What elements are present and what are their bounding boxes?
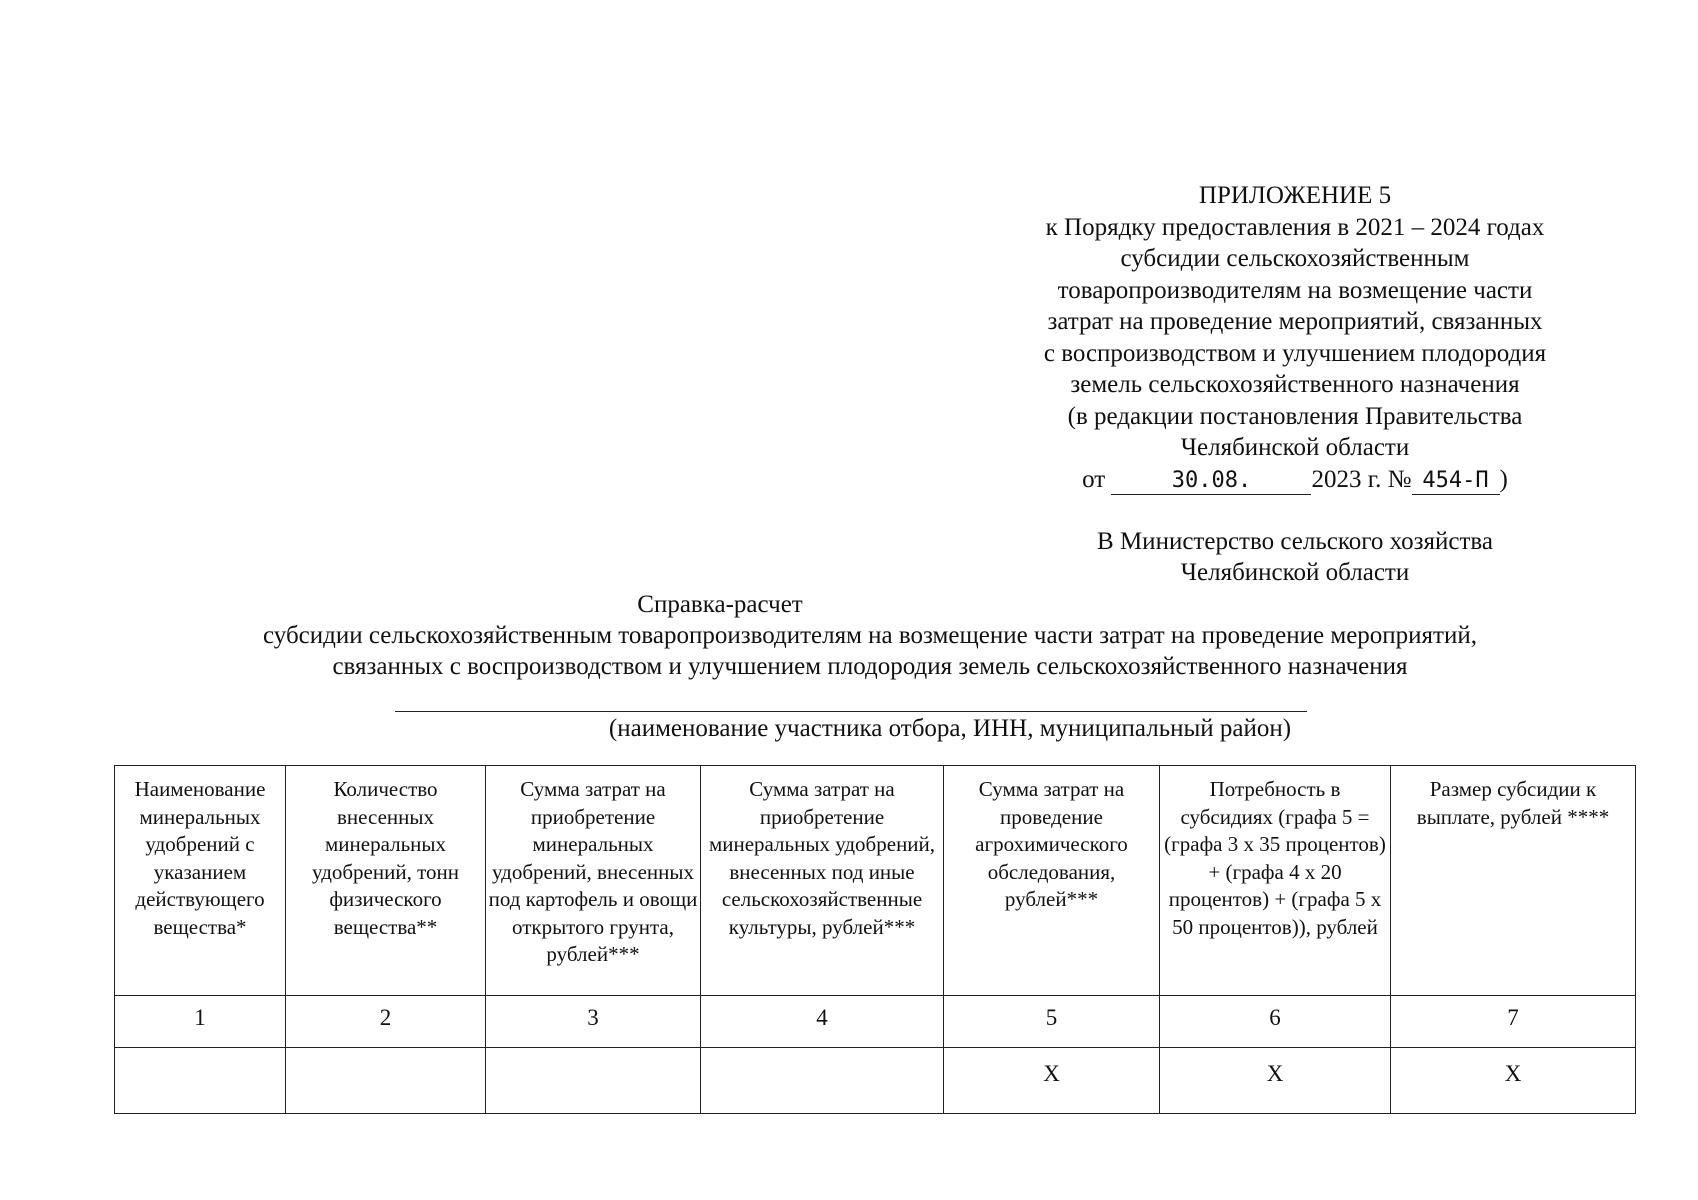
- table-row: [115, 1048, 1636, 1114]
- document-subtitle-line: субсидии сельскохозяйственным товаропроизводителям на возмещение части затрат на проведение мероприятий,: [263, 622, 1477, 649]
- table-cell: Х: [944, 1048, 1160, 1114]
- column-number: 6: [1160, 996, 1391, 1048]
- resolution-date-field: 30.08.: [1111, 468, 1311, 495]
- appendix-line: товаропроизводителям на возмещение части: [1057, 276, 1533, 304]
- participant-caption: (наименование участника отбора, ИНН, муниципальный район): [608, 715, 1292, 742]
- appendix-line: к Порядку предоставления в 2021 – 2024 годах: [1045, 213, 1545, 241]
- appendix-line: с воспроизводством и улучшением плодородия: [1043, 339, 1547, 367]
- column-number: 7: [1391, 996, 1636, 1048]
- column-header: Количество внесенных минеральных удобрений, тонн физического вещества**: [286, 766, 486, 996]
- resolution-date-line: [985, 464, 1605, 496]
- document-subtitle-line: связанных с воспроизводством и улучшением плодородия земель сельскохозяйственного назначения: [332, 653, 1408, 680]
- column-header: Наименование минеральных удобрений с указанием действующего вещества*: [115, 766, 286, 996]
- appendix-line: субсидии сельскохозяйственным: [1120, 245, 1470, 272]
- appendix-line: Челябинской области: [1180, 434, 1410, 461]
- appendix-title: ПРИЛОЖЕНИЕ 5: [1198, 182, 1392, 209]
- document-title: Справка-расчет: [637, 591, 803, 618]
- addressee-line: В Министерство сельского хозяйства: [1097, 528, 1493, 555]
- column-header: Сумма затрат на приобретение минеральных удобрений, внесенных под иные сельскохозяйственные культуры, рублей***: [701, 766, 944, 996]
- column-header: Сумма затрат на проведение агрохимического обследования, рублей***: [944, 766, 1160, 996]
- appendix-line: земель сельскохозяйственного назначения: [1070, 371, 1520, 398]
- table-cell: [486, 1048, 701, 1114]
- resolution-number-field: 454-П: [1412, 468, 1500, 495]
- addressee-block: [1035, 526, 1555, 588]
- participant-name-field: [395, 711, 1307, 712]
- column-number: 3: [486, 996, 701, 1048]
- column-header: Размер субсидии к выплате, рублей ****: [1391, 766, 1636, 996]
- year-text: 2023 г. №: [1311, 465, 1412, 493]
- table-cell: [115, 1048, 286, 1114]
- calculation-table: [114, 765, 1636, 1114]
- appendix-block: [985, 180, 1605, 495]
- column-header: Потребность в субсидиях (графа 5 = (графа 3 х 35 процентов) + (графа 4 х 20 процентов) + (графа 5 х 50 процентов)), рублей: [1160, 766, 1391, 996]
- table-cell: [286, 1048, 486, 1114]
- appendix-line: (в редакции постановления Правительства: [1067, 402, 1523, 430]
- column-number: 2: [286, 996, 486, 1048]
- table-cell: Х: [1391, 1048, 1636, 1114]
- table-header-row: [115, 766, 1636, 996]
- document-heading: [100, 589, 1640, 682]
- column-number-row: [115, 996, 1636, 1048]
- column-number: 4: [701, 996, 944, 1048]
- column-header: Сумма затрат на приобретение минеральных удобрений, внесенных под картофель и овощи открытого грунта, рублей***: [486, 766, 701, 996]
- closing-paren: ): [1499, 465, 1508, 493]
- appendix-line: затрат на проведение мероприятий, связанных: [1047, 308, 1543, 335]
- table-cell: [701, 1048, 944, 1114]
- table-cell: Х: [1160, 1048, 1391, 1114]
- column-number: 5: [944, 996, 1160, 1048]
- addressee-line: Челябинской области: [1180, 559, 1410, 586]
- date-prefix: от: [1082, 465, 1106, 493]
- column-number: 1: [115, 996, 286, 1048]
